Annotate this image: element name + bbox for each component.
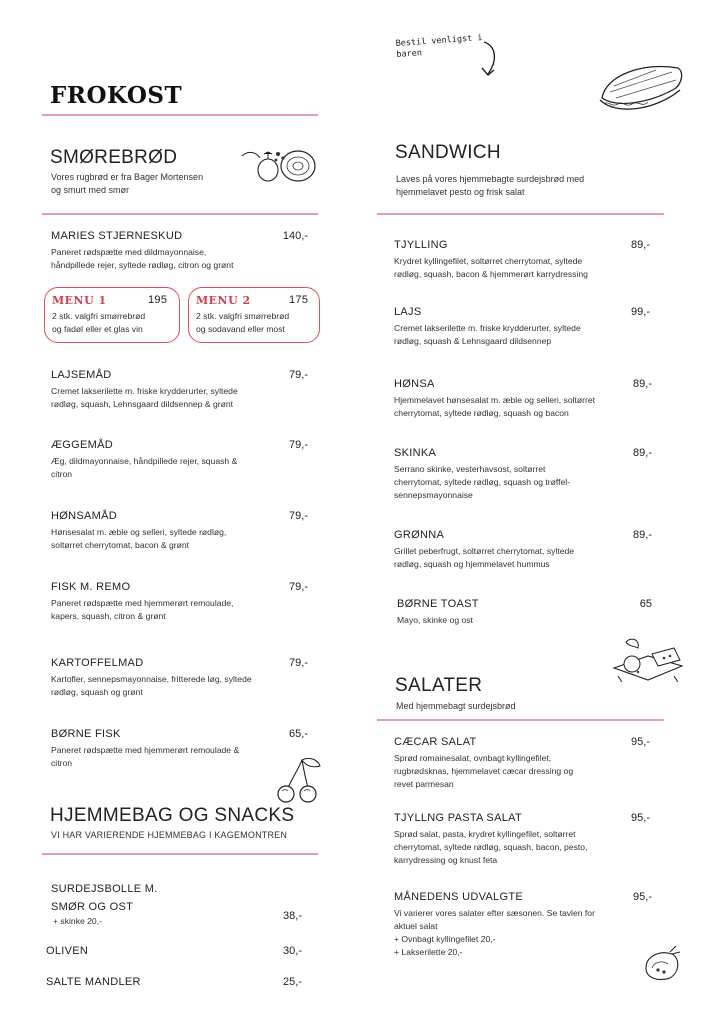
description-line: Cremet lakserilette m. friske krydderurter, syltede (394, 323, 581, 333)
section-title-salater: SALATER (395, 675, 483, 696)
cheese-board-icon (608, 632, 688, 688)
divider (42, 213, 318, 215)
menu-label: MENU 2 (196, 294, 251, 307)
description-line: Serrano skinke, vesterhavsost, soltørret (394, 464, 546, 474)
description-line: karrydressing og knust feta (394, 855, 498, 865)
description-line: Krydret kyllingefilet, soltørret cherrytomat, syltede (394, 256, 583, 266)
item-price: 25,- (283, 976, 302, 988)
item-name: HØNSAMÅD (51, 510, 117, 522)
description-line: Paneret rødspætte med hjemmerørt remoulade & (51, 745, 240, 755)
description-line: cherrytomat, syltede rødløg, squash og trøffel- (394, 477, 571, 487)
onion-icon (238, 142, 318, 186)
description-line: håndpillede rejer, syltede rødløg, citron og grønt (51, 260, 234, 270)
item-description (394, 752, 573, 791)
divider (42, 114, 318, 116)
menu-description (52, 310, 145, 336)
description-line: cherrytomat, syltede rødløg, squash, bacon, pesto, (394, 842, 588, 852)
item-price: 79,- (289, 510, 308, 522)
description-line: Kartofler, sennepsmayonnaise, fritterede løg, syltede (51, 674, 252, 684)
item-name (51, 880, 158, 916)
item-name: LAJS (394, 306, 422, 318)
divider (42, 853, 318, 855)
description-line: og sodavand eller most (196, 324, 285, 334)
description-line: citron (51, 469, 73, 479)
item-name: CÆCAR SALAT (394, 736, 477, 748)
description-line: citron (51, 758, 73, 768)
section-subtitle (51, 171, 203, 197)
description-line: Vi varierer vores salater efter sæsonen. Se tavlen for (394, 908, 595, 918)
sandwich-icon (596, 56, 686, 122)
description-line: rødløg, squash og grønt (51, 687, 143, 697)
menu-description (196, 310, 289, 336)
item-description (51, 385, 238, 411)
item-description (51, 246, 233, 272)
item-price: 65 (639, 598, 652, 610)
item-name: MÅNEDENS UDVALGTE (394, 891, 523, 903)
description-line: 2 stk. valgfri smørrebrød (52, 311, 146, 321)
description-line: rugbrødsknas, hjemmelavet cæcar dressing og (394, 766, 574, 776)
description-line: Paneret rødspætte med dildmayonnaise, (51, 247, 207, 257)
item-name-line: SURDEJSBOLLE M. (51, 883, 158, 895)
description-line: sennepsmayonnaise (394, 490, 473, 500)
item-name: ÆGGEMÅD (51, 439, 113, 451)
item-description (394, 463, 570, 502)
item-name: KARTOFFELMAD (51, 657, 144, 669)
order-note (395, 33, 483, 61)
item-price: 89,- (631, 239, 650, 251)
section-title-smorrebrod: SMØREBRØD (50, 147, 178, 168)
item-name: BØRNE TOAST (397, 598, 479, 610)
item-description (51, 597, 233, 623)
item-description (394, 545, 574, 571)
item-description (394, 322, 581, 348)
item-description (394, 828, 587, 867)
subtitle-line: Vores rugbrød er fra Bager Mortensen (51, 172, 204, 182)
divider (377, 213, 664, 215)
item-name-line: SMØR OG OST (51, 901, 134, 913)
description-line: Cremet lakserilette m. friske krydderurter, syltede (51, 386, 238, 396)
description-line: kapers, squash, citron & grønt (51, 611, 166, 621)
item-name: SALTE MANDLER (46, 976, 141, 988)
item-description: Mayo, skinke og ost (397, 615, 473, 625)
item-price: 89,- (633, 447, 652, 459)
description-line: 2 stk. valgfri smørrebrød (196, 311, 290, 321)
item-name: SKINKA (394, 447, 437, 459)
description-line: cherrytomat, syltede rødløg, squash og bacon (394, 408, 569, 418)
item-price: 65,- (289, 728, 308, 740)
item-description (394, 907, 595, 959)
cherries-icon (272, 756, 324, 806)
description-line: Hjemmelavet hønsesalat m. æble og selleri, soltørret (394, 395, 596, 405)
item-price: 38,- (283, 910, 302, 922)
item-name: FISK M. REMO (51, 581, 131, 593)
description-line: Sprød romainesalat, ovnbagt kyllingefilet, (394, 753, 552, 763)
description-line: + Ovnbagt kyllingefilet 20,- (394, 934, 496, 944)
item-name: HØNSA (394, 378, 435, 390)
section-subtitle: VI HAR VARIERENDE HJEMMEBAG I KAGEMONTREN (51, 830, 288, 840)
description-line: rødløg, squash og hjemmelavet hummus (394, 559, 550, 569)
item-name: GRØNNA (394, 529, 445, 541)
page-title: FROKOST (50, 82, 183, 109)
description-line: aktuel salat (394, 921, 438, 931)
subtitle-line: Laves på vores hjemmebagte surdejsbrød med (396, 174, 585, 184)
section-subtitle: Med hjemmebagt surdejsbrød (396, 701, 516, 711)
menu-price: 195 (148, 294, 168, 306)
item-name: LAJSEMÅD (51, 369, 112, 381)
description-line: Grillet peberfrugt, soltørret cherrytomat, syltede (394, 546, 575, 556)
item-price: 95,- (631, 736, 650, 748)
order-note-line2: baren (396, 48, 423, 61)
tomato-icon (640, 944, 684, 984)
section-title-sandwich: SANDWICH (395, 142, 501, 163)
description-line: rødløg, squash, Lehnsgaard dildsennep & grønt (51, 399, 234, 409)
description-line: Sprød salat, pasta, krydret kyllingefilet, soltørret (394, 829, 576, 839)
item-price: 95,- (631, 812, 650, 824)
description-line: Hønsesalat m. æble og selleri, syltede rødløg, (51, 527, 227, 537)
description-line: revet parmesan (394, 779, 454, 789)
description-line: Paneret rødspætte med hjemmerørt remoulade, (51, 598, 234, 608)
item-price: 89,- (633, 378, 652, 390)
item-price: 89,- (633, 529, 652, 541)
item-name: TJYLLING (394, 239, 448, 251)
section-subtitle (396, 173, 584, 199)
subtitle-line: og smurt med smør (51, 185, 130, 195)
description-line: og fadøl eller et glas vin (52, 324, 143, 334)
item-description (51, 455, 237, 481)
item-price: 79,- (289, 581, 308, 593)
item-description (51, 673, 252, 699)
item-description (51, 526, 226, 552)
item-price: 79,- (289, 439, 308, 451)
item-extra: + skinke 20,- (53, 916, 102, 926)
item-price: 140,- (282, 230, 308, 242)
item-description (51, 744, 239, 770)
divider (377, 719, 664, 721)
item-name: BØRNE FISK (51, 728, 121, 740)
description-line: soltørret cherrytomat, bacon & grønt (51, 540, 190, 550)
item-description (394, 394, 595, 420)
item-price: 79,- (289, 657, 308, 669)
menu-price: 175 (289, 294, 309, 306)
item-name: MARIES STJERNESKUD (51, 230, 183, 242)
arrow-icon (474, 40, 504, 80)
section-title-snacks: HJEMMEBAG OG SNACKS (50, 805, 295, 826)
item-name: TJYLLNG PASTA SALAT (394, 812, 522, 824)
description-line: rødløg, squash, bacon & hjemmerørt karrydressing (394, 269, 588, 279)
menu-label: MENU 1 (52, 294, 107, 307)
description-line: rødløg, squash & Lehnsgaard dildsennep (394, 336, 552, 346)
item-price: 30,- (283, 945, 302, 957)
item-description (394, 255, 588, 281)
item-price: 99,- (631, 306, 650, 318)
description-line: + Lakserilette 20,- (394, 947, 463, 957)
order-note-line1: Bestil venligst i (395, 32, 483, 50)
description-line: Æg, dildmayonnaise, håndpillede rejer, squash & (51, 456, 238, 466)
item-price: 79,- (289, 369, 308, 381)
item-price: 95,- (633, 891, 652, 903)
subtitle-line: hjemmelavet pesto og frisk salat (396, 187, 525, 197)
item-name: OLIVEN (46, 945, 89, 957)
